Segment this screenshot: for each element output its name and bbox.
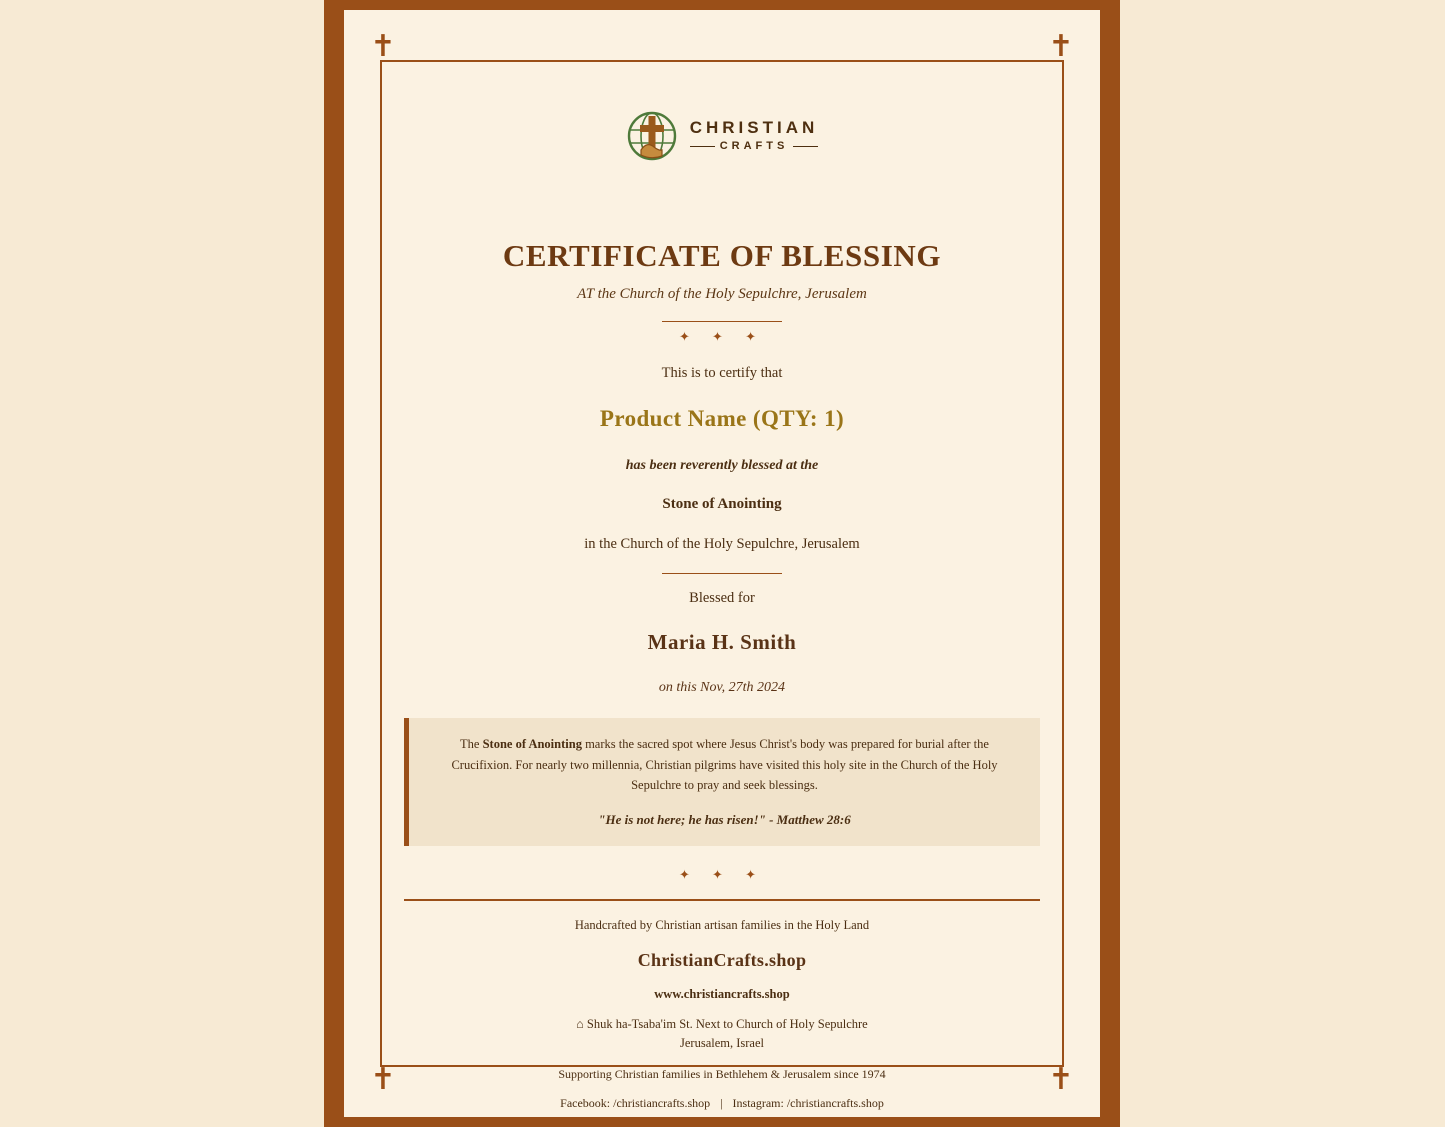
ornament-diamonds-top: ✦ ✦ ✦ xyxy=(679,330,765,345)
page-subtitle: AT the Church of the Holy Sepulchre, Jerusalem xyxy=(577,286,867,302)
divider-top xyxy=(662,321,782,322)
ornament-diamonds-bottom: ✦ ✦ ✦ xyxy=(679,867,765,883)
product-name: Product Name (QTY: 1) xyxy=(599,406,845,431)
cross-globe-icon xyxy=(626,110,678,162)
footer-address-line2: Jerusalem, Israel xyxy=(680,1036,764,1051)
social-separator: | xyxy=(720,1095,723,1110)
cross-icon: ✝ xyxy=(370,29,396,64)
issue-date: on this Nov, 27th 2024 xyxy=(658,680,786,695)
instagram-link[interactable]: Instagram: /christiancrafts.shop xyxy=(732,1095,884,1110)
blessed-at-label: has been reverently blessed at the xyxy=(625,458,819,473)
station-name: Stone of Anointing xyxy=(662,496,782,512)
brand-name-line2: CRAFTS xyxy=(690,141,819,153)
info-box xyxy=(404,718,1040,846)
footer-brand: ChristianCrafts.shop xyxy=(637,949,807,970)
certify-line: This is to certify that xyxy=(661,365,783,381)
footer-social xyxy=(404,1096,1040,1111)
info-body: marks the sacred spot where Jesus Christ's body was prepared for burial after the Crucifixion. For nearly two millennia, Christian pilgrims have visited this holy site in the Church of the Holy Sepulchre to pray and seek blessings. xyxy=(451,737,998,793)
certificate-sheet xyxy=(344,10,1100,1117)
brand-logo-text xyxy=(690,119,819,152)
cross-icon: ✝ xyxy=(1048,1062,1074,1097)
facebook-link[interactable]: Facebook: /christiancrafts.shop xyxy=(560,1095,711,1110)
info-highlight: Stone of Anointing xyxy=(482,737,582,751)
brand-name-line1: CHRISTIAN xyxy=(689,118,819,138)
brand-logo xyxy=(404,110,1040,162)
footer-supporting-note: Supporting Christian families in Bethlehem & Jerusalem since 1974 xyxy=(558,1066,886,1081)
certificate-frame xyxy=(324,0,1120,1127)
cross-icon: ✝ xyxy=(370,1062,396,1097)
blessed-for-label: Blessed for xyxy=(689,590,755,606)
divider-middle xyxy=(662,573,782,574)
recipient-name: Maria H. Smith xyxy=(647,630,797,654)
church-line: in the Church of the Holy Sepulchre, Jerusalem xyxy=(584,536,860,552)
page-title: CERTIFICATE OF BLESSING xyxy=(502,238,942,273)
divider-footer xyxy=(404,899,1040,901)
footer-address xyxy=(404,1015,1040,1054)
cross-icon: ✝ xyxy=(1048,29,1074,64)
info-box-text xyxy=(431,734,1018,796)
handcrafted-note: Handcrafted by Christian artisan families in the Holy Land xyxy=(574,917,870,932)
info-lead: The xyxy=(460,737,483,751)
scripture-verse: "He is not here; he has risen!" - Matthew 28:6 xyxy=(598,811,851,827)
footer-address-line1: ⌂ Shuk ha-Tsaba'im St. Next to Church of Holy Sepulchre xyxy=(576,1016,868,1031)
footer-website[interactable]: www.christiancrafts.shop xyxy=(654,986,790,1001)
certificate-content xyxy=(404,110,1040,1111)
